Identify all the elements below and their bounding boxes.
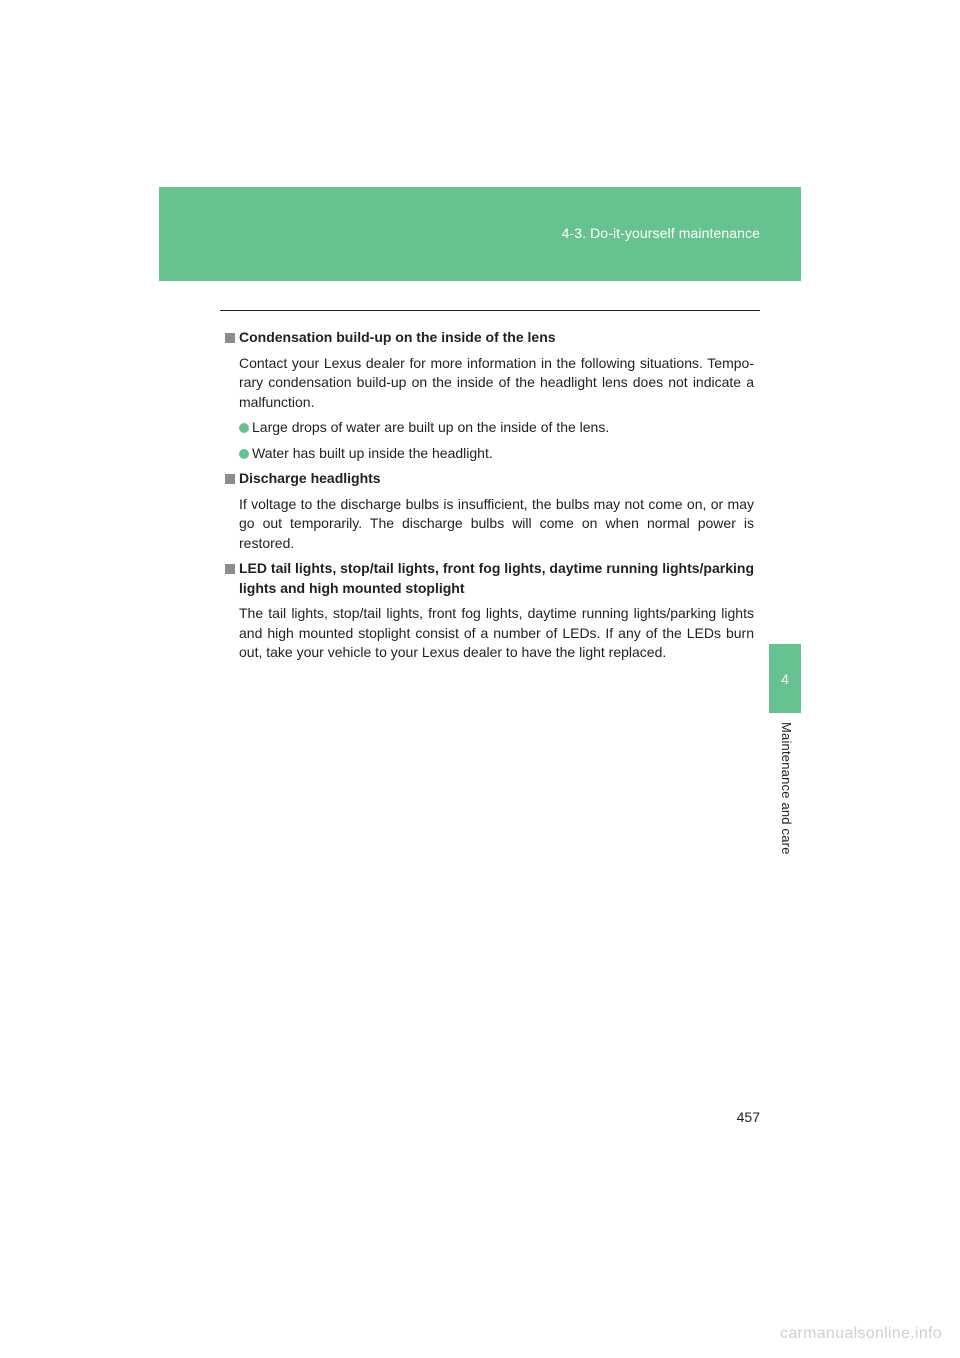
section-title: 4-3. Do-it-yourself maintenance	[561, 225, 760, 241]
content	[224, 328, 754, 669]
page-number: 457	[736, 1109, 760, 1125]
chapter-number: 4	[781, 670, 789, 687]
paragraph: If voltage to the discharge bulbs is insufficient, the bulbs may not come on, or may go out temporarily. The discharge bulbs will come on when normal power is restored.	[239, 495, 754, 551]
section-heading-discharge: Discharge headlights	[224, 469, 754, 489]
list-item: Water has built up inside the headlight.	[224, 444, 754, 464]
section-heading-led: LED tail lights, stop/tail lights, front fog lights, daytime running lights/parking lights and high mounted stoplight	[224, 559, 754, 598]
chapter-tab	[769, 644, 801, 713]
chapter-label: Maintenance and care	[779, 722, 794, 855]
circle-bullet-icon	[239, 449, 249, 459]
header-band	[159, 187, 801, 281]
square-bullet-icon	[225, 333, 235, 343]
divider	[220, 310, 760, 311]
square-bullet-icon	[225, 564, 235, 574]
circle-bullet-icon	[239, 423, 249, 433]
section-heading-condensation: Condensation build-up on the inside of the lens	[224, 328, 754, 348]
list-item: Large drops of water are built up on the inside of the lens.	[224, 418, 754, 438]
watermark: carmanualsonline.info	[780, 1325, 942, 1342]
paragraph: The tail lights, stop/tail lights, front fog lights, daytime running lights/parking lights and high mounted stoplight consist of a number of LEDs. If any of the LEDs burn out, take your vehicle to your Lexus dealer to have the light replaced.	[239, 605, 754, 660]
paragraph: Contact your Lexus dealer for more information in the following situations. Temporary condensation build-up on the inside of the headlight lens does not indicate a malfunction.	[239, 354, 754, 410]
square-bullet-icon	[225, 474, 235, 484]
